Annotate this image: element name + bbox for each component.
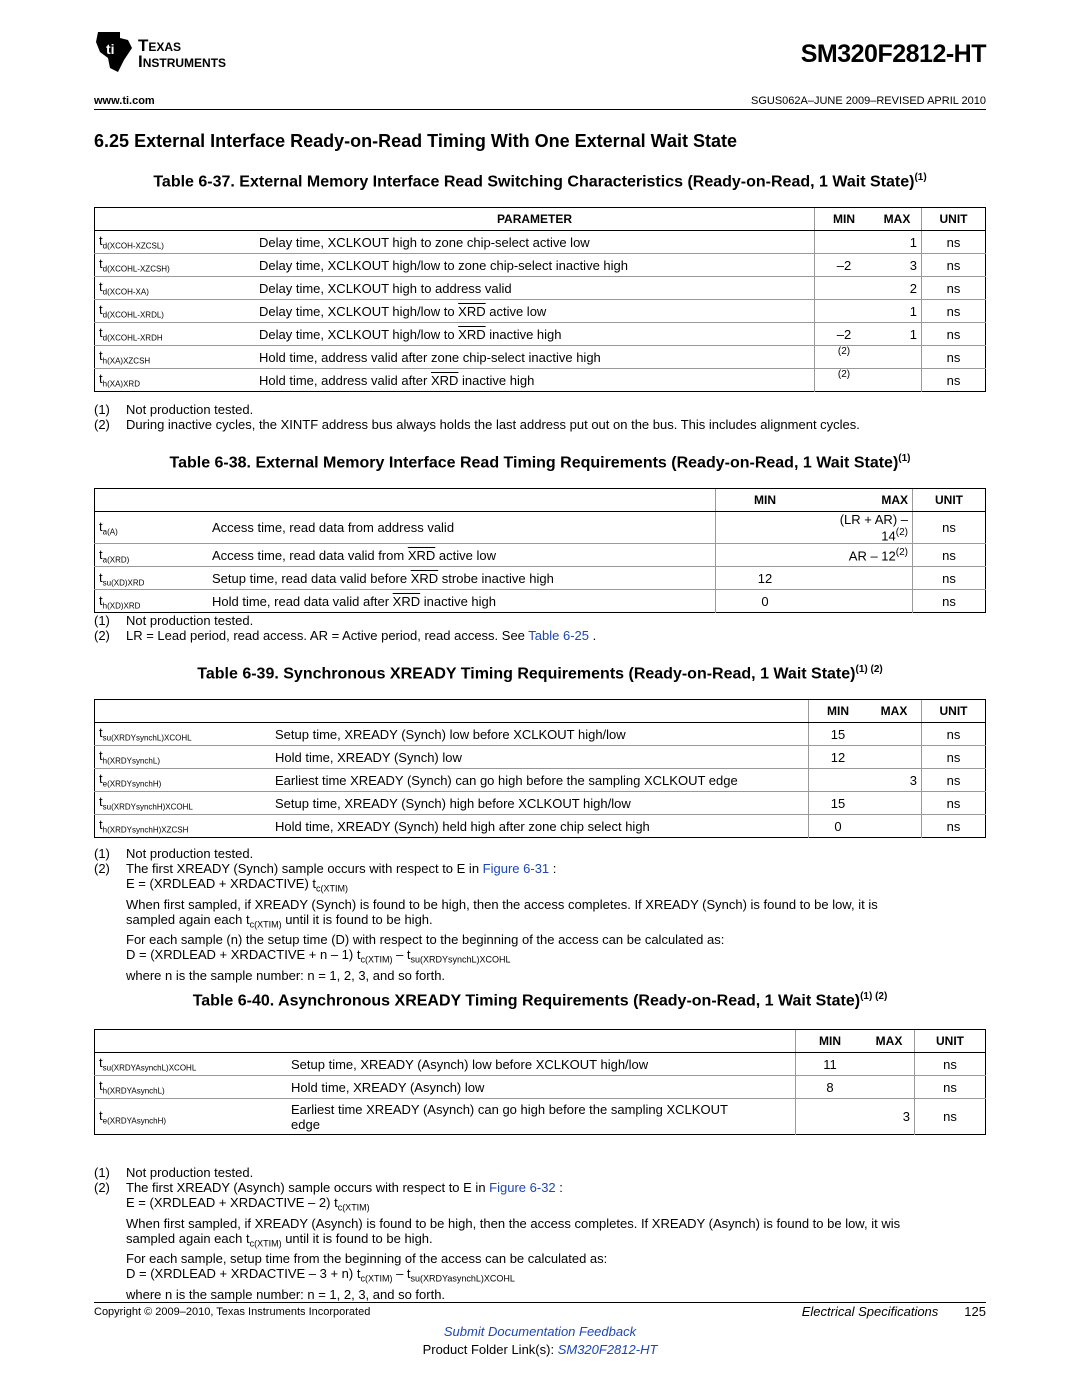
unit-cell: ns [915, 1076, 986, 1099]
min-cell: 11 [796, 1053, 865, 1076]
symbol-cell [95, 590, 209, 613]
table-40-footnotes [94, 1165, 986, 1302]
min-cell [815, 300, 874, 323]
symbol-cell [95, 323, 256, 346]
description-cell: Setup time, XREADY (Synch) low before XCLKOUT high/low [271, 723, 809, 746]
description-cell: Delay time, XCLKOUT high to address valid [255, 277, 815, 300]
description-cell: Hold time, XREADY (Asynch) low [287, 1076, 796, 1099]
min-cell [796, 1099, 865, 1135]
symbol-subscript: su(XRDYsynchH)XCOHL [102, 802, 193, 812]
footnote-2: (2) The first XREADY (Synch) sample occurs with respect to E in Figure 6-31 : [94, 861, 557, 876]
max-cell: 3 [864, 1099, 915, 1135]
table-row [95, 323, 986, 346]
description-cell: Hold time, XREADY (Synch) held high after zone chip select high [271, 815, 809, 838]
unit-cell: ns [922, 369, 986, 392]
min-cell [716, 544, 815, 567]
max-cell [867, 746, 922, 769]
description-cell: Setup time, XREADY (Asynch) low before XCLKOUT high/low [287, 1053, 796, 1076]
symbol-subscript: d(XCOH-XZCSL) [102, 241, 164, 251]
symbol-cell [95, 231, 256, 254]
description-cell: Access time, read data valid from XRD active low [208, 544, 716, 567]
symbol-subscript: e(XRDYsynchH) [102, 779, 162, 789]
part-number: SM320F2812-HT [800, 40, 986, 68]
table-row [95, 746, 986, 769]
website-link[interactable]: www.ti.com [94, 95, 155, 107]
max-cell: 1 [873, 323, 922, 346]
symbol-cell [95, 792, 272, 815]
unit-cell: ns [922, 815, 986, 838]
footnote-1: (1) Not production tested. [94, 402, 254, 417]
column-header-unit: UNIT [922, 208, 986, 231]
table-row [95, 254, 986, 277]
symbol-subscript: d(XCOHL-XZCSH) [102, 264, 170, 274]
copyright: Copyright © 2009–2010, Texas Instruments Incorporated [94, 1306, 371, 1318]
symbol-subscript: d(XCOH-XA) [102, 287, 149, 297]
symbol-cell [95, 254, 256, 277]
note-paragraph: where n is the sample number: n = 1, 2, 3, and so forth. [126, 1286, 446, 1302]
symbol-cell [95, 815, 272, 838]
section-title: External Interface Ready-on-Read Timing With One External Wait State [134, 131, 738, 151]
brand-line-1: Texas [138, 36, 182, 55]
table-row [95, 277, 986, 300]
table-38 [94, 488, 986, 613]
note-paragraph: sampled again each $t_{c(XTIM)}$ until it is found to be high. [126, 911, 433, 930]
ti-logo[interactable] [94, 30, 264, 78]
symbol-subscript: h(XA)XRD [102, 379, 140, 389]
symbol-cell [95, 512, 209, 544]
table-row [95, 769, 986, 792]
section-name: Electrical Specifications [801, 1304, 939, 1319]
section-number: 6.25 [94, 131, 130, 151]
table-40-title-note[interactable]: (1) (2) [860, 991, 888, 1002]
table-row [95, 231, 986, 254]
min-cell [716, 512, 815, 544]
description-cell: Access time, read data from address valid [208, 512, 716, 544]
section-heading [94, 131, 737, 152]
symbol-subscript: d(XCOHL-XRDH [102, 333, 163, 343]
column-header-max: MAX [867, 700, 922, 723]
description-cell: Setup time, read data valid before XRD strobe inactive high [208, 567, 716, 590]
symbol-subscript: d(XCOHL-XRDL) [102, 310, 164, 320]
symbol-cell [95, 277, 256, 300]
equation-d: D = (XRDLEAD + XRDACTIVE – 3 + n) $t_{c(XTIM)} - t_{su(XRDYasynchL)XCOHL}$ [126, 1266, 515, 1284]
xrd-signal: XRD [407, 547, 436, 563]
symbol-cell [95, 346, 256, 369]
document-id: SGUS062A–JUNE 2009–REVISED APRIL 2010 [750, 95, 986, 107]
table-38-title-note[interactable]: (1) [898, 453, 911, 464]
footnote-1: (1) Not production tested. [94, 846, 254, 861]
note-paragraph: where n is the sample number: n = 1, 2, 3, and so forth. [126, 967, 446, 983]
table-38-title [94, 453, 986, 472]
page-number: 125 [964, 1304, 986, 1319]
equation-e: E = (XRDLEAD + XRDACTIVE) $t_{c(XTIM)}$ [126, 876, 348, 894]
symbol: t [99, 302, 103, 318]
equation-d: D = (XRDLEAD + XRDACTIVE + n – 1) $t_{c(XTIM)} - t_{su(XRDYsynchL)XCOHL}$ [126, 947, 511, 965]
min-cell [815, 277, 874, 300]
unit-cell: ns [922, 723, 986, 746]
xrd-signal: XRD [430, 372, 459, 388]
description-cell: Hold time, address valid after zone chip-select inactive high [255, 346, 815, 369]
symbol-subscript: h(XRDYsynchL) [102, 756, 160, 766]
table-39-title [94, 664, 986, 683]
product-folder-link[interactable]: SM320F2812-HT [557, 1342, 658, 1357]
symbol-cell [95, 369, 256, 392]
xrd-signal: XRD [392, 593, 421, 609]
column-header-unit: UNIT [922, 700, 986, 723]
note-paragraph: When first sampled, if XREADY (Synch) is found to be high, then the access completes. If XREADY (Synch) is found to be low, it is [126, 896, 878, 912]
symbol: t [99, 748, 103, 764]
symbol-subscript: a(XRD) [102, 555, 130, 565]
brand-line-2: Instruments [138, 52, 227, 71]
table-37-title [94, 172, 986, 191]
min-cell: 8 [796, 1076, 865, 1099]
description-cell: Delay time, XCLKOUT high to zone chip-select active low [255, 231, 815, 254]
min-cell: (2) [815, 369, 874, 392]
symbol-subscript: e(XRDYAsynchH) [102, 1116, 167, 1126]
max-cell [814, 590, 913, 613]
symbol: t [99, 817, 103, 833]
table-row [95, 723, 986, 746]
xrd-signal: XRD [458, 303, 486, 319]
unit-cell: ns [913, 567, 986, 590]
description-cell: Delay time, XCLKOUT high/low to XRD active low [255, 300, 815, 323]
table-39-footnotes [94, 846, 986, 983]
figure-6-32-link[interactable]: Figure 6-32 [489, 1180, 556, 1195]
symbol: t [99, 569, 103, 585]
unit-cell: ns [922, 323, 986, 346]
unit-cell: ns [915, 1099, 986, 1135]
symbol: t [99, 518, 103, 534]
symbol-subscript: su(XRDYAsynchL)XCOHL [102, 1063, 197, 1073]
table-row [95, 346, 986, 369]
column-header-max: MAX [864, 1030, 915, 1053]
footnote-1: (1) Not production tested. [94, 1165, 254, 1180]
symbol: t [99, 1078, 103, 1094]
column-header-parameter: PARAMETER [255, 208, 815, 231]
symbol-cell [95, 300, 256, 323]
table-40-title-text: Table 6-40. Asynchronous XREADY Timing Requirements (Ready-on-Read, 1 Wait State) [192, 992, 861, 1010]
svg-text:ti: ti [106, 41, 115, 57]
symbol-cell [95, 769, 272, 792]
min-cell [809, 769, 868, 792]
description-cell: Delay time, XCLKOUT high/low to zone chip-select inactive high [255, 254, 815, 277]
column-header-max: MAX [814, 489, 913, 512]
max-cell: (LR + AR) – 14$^{(2)}$ [814, 512, 913, 544]
equation-e: E = (XRDLEAD + XRDACTIVE – 2) $t_{c(XTIM)}$ [126, 1195, 370, 1213]
max-cell [867, 792, 922, 815]
note-paragraph: For each sample (n) the setup time (D) with respect to the beginning of the access can be calculated as: [126, 932, 725, 948]
max-cell: 1 [873, 231, 922, 254]
symbol-cell [95, 746, 272, 769]
table-38-title-text: Table 6-38. External Memory Interface Read Timing Requirements (Ready-on-Read, 1 Wait State) [169, 454, 899, 472]
table-row [95, 1053, 986, 1076]
column-header-min: MIN [716, 489, 815, 512]
symbol-cell [95, 1099, 288, 1135]
max-cell [814, 567, 913, 590]
column-header-unit: UNIT [913, 489, 986, 512]
table-39-title-text: Table 6-39. Synchronous XREADY Timing Requirements (Ready-on-Read, 1 Wait State) [197, 665, 856, 683]
footer-right [802, 1304, 986, 1319]
ti-logo-icon [94, 30, 134, 74]
table-row [95, 792, 986, 815]
column-header-min: MIN [809, 700, 868, 723]
symbol: t [99, 725, 103, 741]
unit-cell: ns [922, 231, 986, 254]
symbol-subscript: h(XD)XRD [102, 601, 141, 611]
unit-cell: ns [922, 300, 986, 323]
description-cell: Earliest time XREADY (Asynch) can go high before the sampling XCLKOUT edge [287, 1099, 796, 1135]
symbol-cell [95, 544, 209, 567]
max-cell [867, 815, 922, 838]
note-paragraph: For each sample, setup time from the beginning of the access can be calculated as: [126, 1251, 608, 1267]
symbol-cell [95, 1053, 288, 1076]
footnote-1: (1) Not production tested. [94, 613, 254, 628]
unit-cell: ns [915, 1053, 986, 1076]
min-cell: (2) [815, 346, 874, 369]
unit-cell: ns [922, 277, 986, 300]
min-cell: 15 [809, 792, 868, 815]
max-cell: 3 [873, 254, 922, 277]
min-cell: –2 [815, 323, 874, 346]
column-header-min: MIN [796, 1030, 865, 1053]
symbol-subscript: su(XD)XRD [102, 578, 145, 588]
note-paragraph: When first sampled, if XREADY (Asynch) is found to be high, then the access completes. If XREADY (Asynch) is found to be low, it wis [126, 1215, 901, 1231]
symbol: t [99, 592, 103, 608]
unit-cell: ns [922, 792, 986, 815]
symbol: t [99, 794, 103, 810]
table-39 [94, 699, 986, 838]
footnote-2: (2) LR = Lead period, read access. AR = Active period, read access. See Table 6-25 . [94, 628, 597, 643]
table-row [95, 544, 986, 567]
symbol: t [99, 371, 103, 387]
table-row [95, 300, 986, 323]
column-header-max: MAX [873, 208, 922, 231]
max-cell [867, 723, 922, 746]
min-cell: 12 [716, 567, 815, 590]
min-cell: 0 [809, 815, 868, 838]
table-row [95, 1099, 986, 1135]
unit-cell: ns [913, 590, 986, 613]
unit-cell: ns [922, 746, 986, 769]
unit-cell: ns [922, 254, 986, 277]
symbol-subscript: su(XRDYsynchL)XCOHL [102, 733, 192, 743]
max-cell [864, 1053, 915, 1076]
symbol-subscript: a(A) [102, 527, 118, 537]
description-cell: Setup time, XREADY (Synch) high before XCLKOUT high/low [271, 792, 809, 815]
column-header-unit: UNIT [915, 1030, 986, 1053]
footnote-2: (2) During inactive cycles, the XINTF address bus always holds the last address put out on the bus. This includes alignment cycles. [94, 417, 860, 432]
product-folder: Product Folder Link(s): SM320F2812-HT [422, 1342, 658, 1357]
table-row [95, 815, 986, 838]
description-cell: Hold time, read data valid after XRD inactive high [208, 590, 716, 613]
table-row [95, 567, 986, 590]
symbol-cell [95, 723, 272, 746]
table-37-title-note[interactable]: (1) [914, 172, 927, 183]
max-cell [873, 369, 922, 392]
symbol-subscript: h(XRDYsynchH)XZCSH [102, 825, 189, 835]
figure-6-31-link[interactable]: Figure 6-31 [482, 861, 550, 876]
description-cell: Delay time, XCLKOUT high/low to XRD inactive high [255, 323, 815, 346]
symbol: t [99, 1107, 103, 1123]
symbol: t [99, 256, 103, 272]
table-37-footnotes [94, 402, 986, 432]
symbol: t [99, 233, 103, 249]
feedback-link[interactable]: Submit Documentation Feedback [443, 1324, 637, 1339]
min-cell: 15 [809, 723, 868, 746]
note-paragraph: sampled again each $t_{c(XTIM)}$ until it is found to be high. [126, 1230, 433, 1249]
unit-cell: ns [922, 769, 986, 792]
symbol: t [99, 771, 103, 787]
table-row [95, 369, 986, 392]
table-row [95, 590, 986, 613]
symbol-subscript: h(XA)XZCSH [102, 356, 151, 366]
xrd-signal: XRD [458, 326, 486, 342]
max-cell: AR – 12$^{(2)}$ [814, 544, 913, 567]
table-38-footnotes [94, 613, 986, 643]
min-cell: 12 [809, 746, 868, 769]
max-cell: 2 [873, 277, 922, 300]
footer-rule [94, 1302, 986, 1303]
description-cell: Hold time, address valid after XRD inactive high [255, 369, 815, 392]
column-header-min: MIN [815, 208, 874, 231]
table-row [95, 1076, 986, 1099]
description-cell: Earliest time XREADY (Synch) can go high before the sampling XCLKOUT edge [271, 769, 809, 792]
max-cell: 3 [867, 769, 922, 792]
unit-cell: ns [913, 512, 986, 544]
table-40-title [94, 991, 986, 1010]
symbol-cell [95, 1076, 288, 1099]
symbol-subscript: h(XRDYAsynchL) [102, 1086, 165, 1096]
header-rule [94, 109, 986, 110]
unit-cell: ns [922, 346, 986, 369]
unit-cell: ns [913, 544, 986, 567]
min-cell: 0 [716, 590, 815, 613]
table-6-25-link[interactable]: Table 6-25 [528, 628, 589, 643]
table-40 [94, 1029, 986, 1135]
table-37-title-text: Table 6-37. External Memory Interface Read Switching Characteristics (Ready-on-Read, 1 Wait State) [153, 173, 915, 191]
symbol: t [99, 1055, 103, 1071]
table-37 [94, 207, 986, 392]
symbol: t [99, 279, 103, 295]
max-cell [873, 346, 922, 369]
symbol-cell [95, 567, 209, 590]
table-39-title-note[interactable]: (1) (2) [855, 664, 883, 675]
symbol: t [99, 546, 103, 562]
symbol: t [99, 325, 103, 341]
xrd-signal: XRD [410, 570, 439, 586]
min-cell [815, 231, 874, 254]
footnote-2: (2) The first XREADY (Asynch) sample occurs with respect to E in Figure 6-32 : [94, 1180, 563, 1195]
symbol: t [99, 348, 103, 364]
table-row [95, 512, 986, 544]
max-cell: 1 [873, 300, 922, 323]
max-cell [864, 1076, 915, 1099]
description-cell: Hold time, XREADY (Synch) low [271, 746, 809, 769]
min-cell: –2 [815, 254, 874, 277]
